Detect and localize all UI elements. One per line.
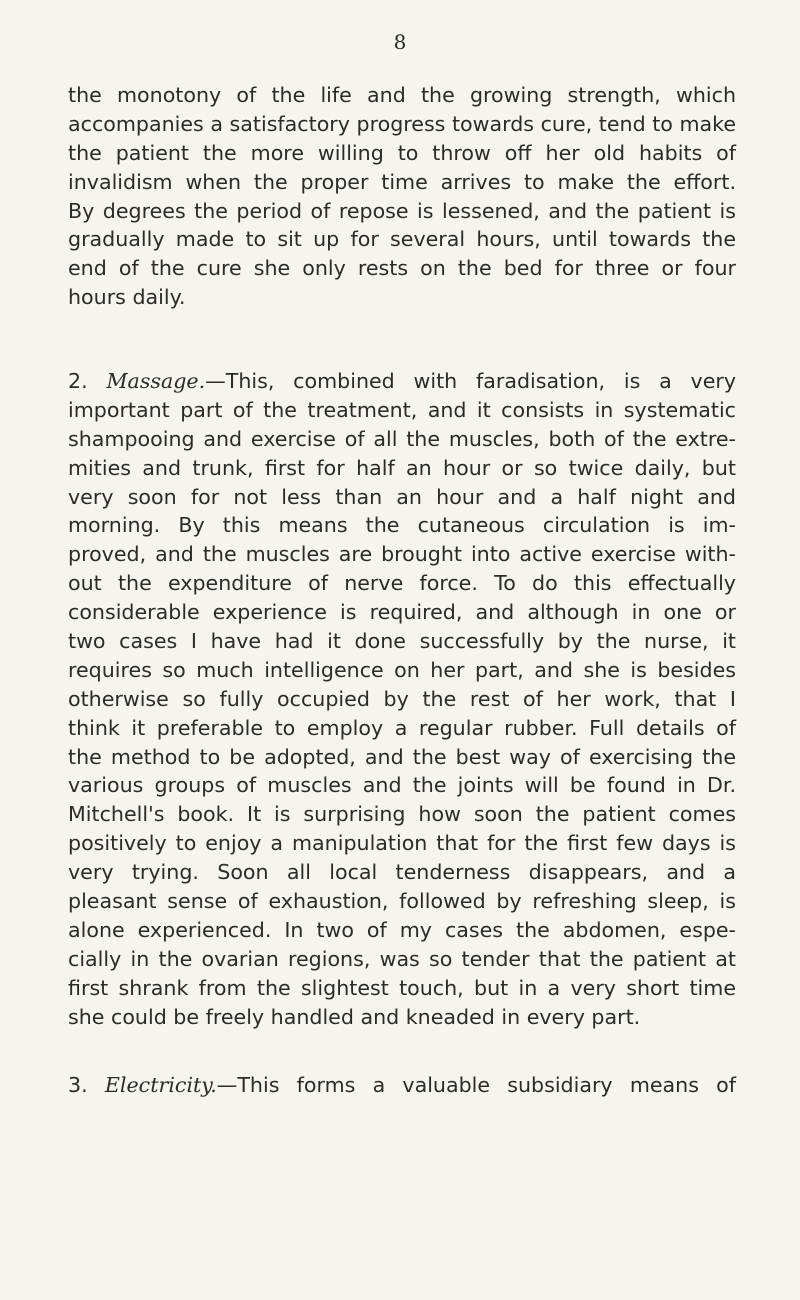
text-line: think it preferable to employ a regular rubber. Full details of: [68, 715, 736, 740]
text-line: By degrees the period of repose is lessened, and the patient is: [68, 198, 736, 223]
text-line: otherwise so fully occupied by the rest of her work, that I: [68, 686, 736, 711]
text-line: Mitchell's book. It is surprising how soon the patient comes: [68, 802, 736, 827]
section-heading-rest: —This, combined with faradisation, is a very: [205, 369, 737, 393]
page-number: 8: [393, 30, 407, 54]
text-line: the patient the more willing to throw off her old habits of: [68, 140, 736, 165]
text-line: very trying. Soon all local tenderness disappears, and a: [68, 860, 736, 885]
text-line: hours daily.: [68, 285, 186, 310]
section-number: 2.: [68, 369, 88, 393]
text-line: out the expenditure of nerve force. To do this effectually: [68, 571, 736, 596]
text-line: requires so much intelligence on her part, and she is besides: [68, 657, 736, 682]
text-line: she could be freely handled and kneaded in every part.: [68, 1004, 641, 1029]
text-line: important part of the treatment, and it consists in systematic: [68, 397, 736, 422]
text-line: accompanies a satisfactory progress towards cure, tend to make: [68, 111, 736, 136]
text-line: invalidism when the proper time arrives to make the effort.: [68, 169, 736, 194]
text-line: very soon for not less than an hour and a half night and: [68, 484, 736, 509]
text-line: proved, and the muscles are brought into active exercise with-: [68, 542, 736, 567]
section-heading: Electricity.: [104, 1073, 217, 1097]
text-line: end of the cure she only rests on the bed for three or four: [68, 256, 736, 281]
text-line: various groups of muscles and the joints will be found in Dr.: [68, 773, 736, 798]
text-line: considerable experience is required, and although in one or: [68, 600, 736, 625]
text-line: shampooing and exercise of all the muscles, both of the extre-: [68, 426, 736, 451]
section-number: 3.: [68, 1073, 88, 1097]
text-line: two cases I have had it done successfully by the nurse, it: [68, 629, 736, 654]
section-heading-line: [68, 1071, 736, 1100]
text-line: mities and trunk, first for half an hour or so twice daily, but: [68, 455, 736, 480]
section-heading-line: [68, 367, 736, 396]
text-line: gradually made to sit up for several hours, until towards the: [68, 227, 736, 252]
section-electricity: [68, 1071, 736, 1100]
text-line: pleasant sense of exhaustion, followed by refreshing sleep, is: [68, 889, 736, 914]
text-line: the monotony of the life and the growing strength, which: [68, 83, 736, 107]
text-line: morning. By this means the cutaneous circulation is im-: [68, 513, 736, 538]
text-line: positively to enjoy a manipulation that for the first few days is: [68, 831, 736, 856]
section-heading-rest: —This forms a valuable subsidiary means of: [216, 1073, 736, 1097]
section-heading: Massage.: [106, 369, 206, 393]
text-line: the method to be adopted, and the best way of exercising the: [68, 744, 736, 769]
text-line: first shrank from the slightest touch, but in a very short time: [68, 975, 736, 1000]
section-massage: [68, 367, 736, 1031]
text-line: alone experienced. In two of my cases the abdomen, espe-: [68, 917, 736, 942]
text-line: cially in the ovarian regions, was so tender that the patient at: [68, 946, 736, 971]
paragraph-continued: [68, 81, 736, 312]
